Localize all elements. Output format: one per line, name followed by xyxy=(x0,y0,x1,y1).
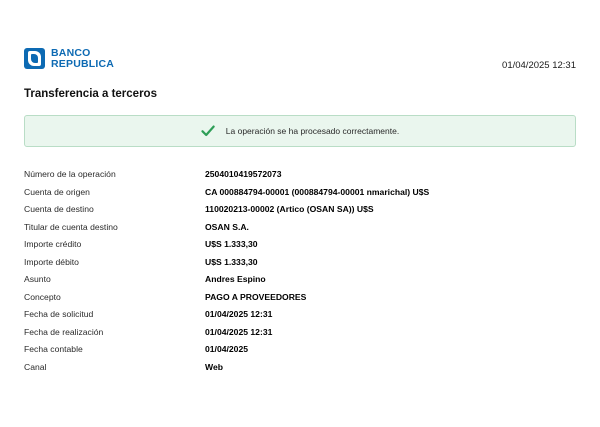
detail-row xyxy=(24,169,576,179)
detail-label: Fecha de realización xyxy=(24,326,104,337)
bank-logo-icon xyxy=(24,48,45,69)
detail-label: Número de la operación xyxy=(24,169,116,179)
detail-value: U$S 1.333,30 xyxy=(205,239,258,249)
detail-row xyxy=(24,274,576,284)
bank-logo-text xyxy=(51,48,114,69)
success-alert xyxy=(24,115,576,147)
detail-value: U$S 1.333,30 xyxy=(205,256,258,267)
detail-row xyxy=(24,239,576,249)
detail-value: CA 000884794-00001 (000884794-00001 nmarichal) U$S xyxy=(205,186,430,197)
detail-label: Canal xyxy=(24,361,47,372)
detail-value: OSAN S.A. xyxy=(205,221,249,232)
detail-value: 01/04/2025 xyxy=(205,344,249,354)
detail-label: Importe crédito xyxy=(24,239,82,249)
detail-label: Titular de cuenta destino xyxy=(24,221,118,232)
detail-label: Fecha de solicitud xyxy=(24,309,94,319)
detail-row xyxy=(24,187,576,197)
detail-label: Importe débito xyxy=(24,256,79,267)
detail-value: 01/04/2025 12:31 xyxy=(205,326,273,337)
detail-row xyxy=(24,309,576,319)
detail-row xyxy=(24,204,576,214)
page-title: Transferencia a terceros xyxy=(24,88,157,100)
detail-row xyxy=(24,327,576,337)
detail-label: Fecha contable xyxy=(24,344,83,354)
detail-row xyxy=(24,292,576,302)
page-header xyxy=(24,0,576,71)
detail-label: Asunto xyxy=(24,274,51,284)
detail-row xyxy=(24,222,576,232)
success-alert-message: La operación se ha procesado correctamente. xyxy=(225,126,400,136)
detail-value: 01/04/2025 12:31 xyxy=(205,309,273,319)
detail-value: PAGO A PROVEEDORES xyxy=(205,291,307,302)
detail-value: Web xyxy=(205,361,223,372)
document-timestamp: 01/04/2025 12:31 xyxy=(502,60,576,71)
detail-value: Andres Espino xyxy=(205,274,266,284)
detail-label: Cuenta de destino xyxy=(24,204,94,214)
detail-value: 2504010419572073 xyxy=(205,169,282,179)
detail-label: Cuenta de origen xyxy=(24,186,90,197)
detail-value: 110020213-00002 (Artico (OSAN SA)) U$S xyxy=(205,204,374,214)
check-icon xyxy=(201,124,215,138)
detail-row xyxy=(24,257,576,267)
detail-row xyxy=(24,344,576,354)
operation-details xyxy=(24,169,576,372)
bank-logo-line-1: BANCO xyxy=(51,47,91,59)
detail-label: Concepto xyxy=(24,291,61,302)
bank-logo xyxy=(24,48,114,69)
detail-row xyxy=(24,362,576,372)
bank-logo-line-2: REPUBLICA xyxy=(51,57,115,70)
